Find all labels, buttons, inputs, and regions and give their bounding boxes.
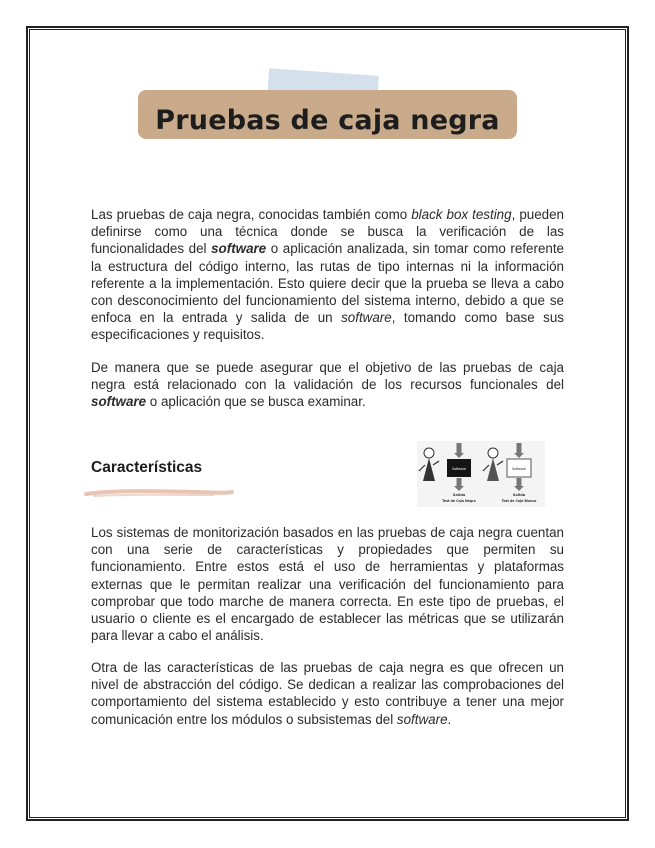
black-box-label: Software — [451, 467, 467, 471]
white-box-output-label: Salida — [512, 493, 526, 497]
paragraph-characteristics-1: Los sistemas de monitorización basados en las pruebas de caja negra cuentan con una serie de características y propiedades que permiten su funcionamiento. Entre estos está el uso de herramientas y plataformas externas que le permitan realizar una verificación del funcionamiento para comprobar que todo marche de manera correcta. En este tipo de pruebas, el usuario o cliente es el encargado de establecer las métricas que se utilizarán para llevar a cabo el análisis. — [91, 525, 564, 644]
title-banner — [138, 90, 517, 139]
paragraph-objective: De manera que se puede asegurar que el objetivo de las pruebas de caja negra está relacionado con la validación de los recursos funcionales del software o aplicación que se busca examinar. — [91, 360, 564, 410]
black-white-box-diagram — [417, 441, 545, 507]
paragraph-intro: Las pruebas de caja negra, conocidas también como black box testing, pueden definirse como una técnica donde se busca la verificación de las funcionalidades del software o aplicación analizada, sin tomar como referente la estructura del código interno, las rutas de tipo internas ni la información referente a la implementación. Esto quiere decir que la prueba se lleva a cabo con desconocimiento del funcionamiento del sistema interno, debido a que se enfoca en la entrada y salida de un software, tomando como base sus especificaciones y requisitos. — [91, 207, 565, 343]
emphasis-black-box-testing: black box testing — [411, 207, 512, 222]
emphasis-software: software — [211, 241, 267, 257]
white-box-label: Software — [511, 467, 527, 471]
black-box-caption: Test de Caja Negra — [442, 499, 476, 503]
emphasis-software: software — [396, 711, 448, 727]
emphasis-software: software — [91, 394, 147, 410]
page-title: Pruebas de caja negra — [155, 105, 500, 136]
emphasis-software: software — [341, 310, 392, 326]
paragraph-characteristics-2: Otra de las características de las pruebas de caja negra es que ofrecen un nivel de abstracción del código. Se dedican a realizar las comprobaciones del comportamiento del sistema establecido y esto contribuye a tener una mejor comunicación entre los módulos o subsistemas del software. — [91, 660, 564, 727]
brush-underline — [84, 487, 234, 499]
black-box-output-label: Salida — [452, 493, 466, 497]
white-box-caption: Test de Caja Blanca — [501, 499, 537, 503]
section-heading-caracteristicas: Características — [91, 459, 203, 476]
